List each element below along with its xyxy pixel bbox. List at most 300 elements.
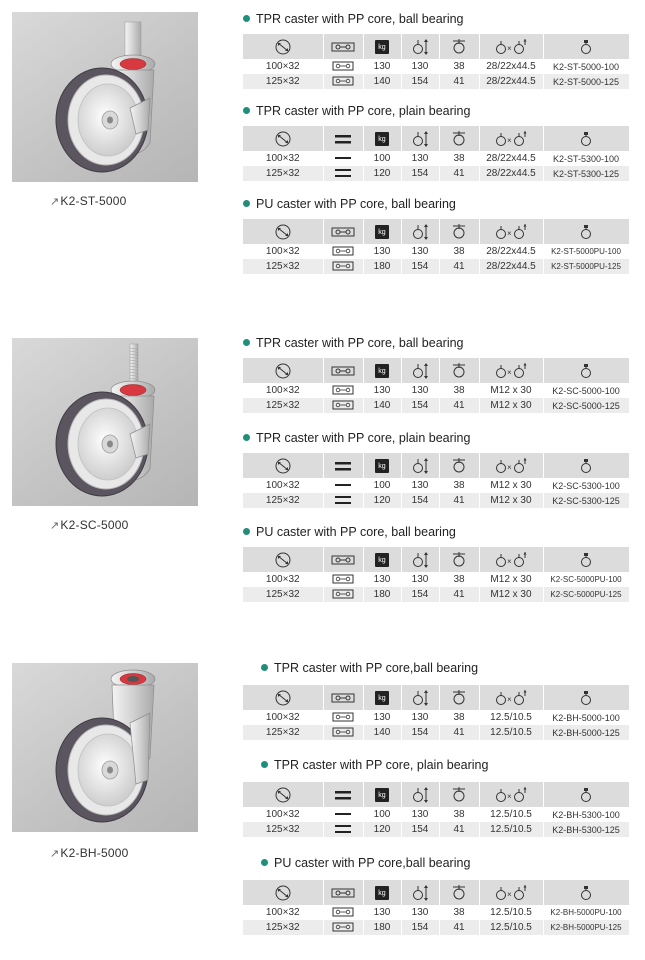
wheel-size-icon (273, 457, 293, 475)
overall-height-cell: 130 (401, 905, 439, 920)
spec-header-cell (243, 547, 323, 572)
spec-header-row (243, 880, 629, 905)
overall-height-cell: 130 (401, 383, 439, 398)
load-capacity-cell: 130 (363, 710, 401, 725)
overall-height-icon (410, 689, 430, 707)
model-label: ↗K2-ST-5000 (50, 194, 127, 208)
spec-header-cell (479, 880, 543, 905)
svg-text:×: × (507, 556, 512, 566)
overall-height-icon (410, 457, 430, 475)
spec-header-cell (323, 219, 363, 244)
plain-bearing-icon (332, 130, 354, 148)
offset-cell: 41 (439, 74, 479, 89)
spec-header-cell (401, 782, 439, 807)
ball-bearing-icon (332, 385, 354, 395)
wheel-size-cell: 100×32 (243, 59, 323, 74)
table-row (243, 587, 629, 602)
load-capacity-cell: 180 (363, 587, 401, 602)
svg-text:×: × (507, 228, 512, 238)
spec-header-row (243, 358, 629, 383)
section-title: TPR caster with PP core, ball bearing (243, 336, 464, 350)
product-photo-k2-sc (12, 338, 198, 506)
offset-cell: 38 (439, 572, 479, 587)
article-number-icon (576, 362, 596, 380)
article-number-cell: K2-SC-5300-125 (543, 493, 629, 508)
spec-header-row (243, 782, 629, 807)
bearing-cell (323, 151, 363, 166)
bullet-icon (243, 107, 250, 114)
overall-height-icon (410, 38, 430, 56)
ball-bearing-icon (331, 38, 355, 56)
spec-header-cell (401, 453, 439, 478)
article-number-icon (576, 884, 596, 902)
wheel-size-icon (273, 884, 293, 902)
overall-height-cell: 154 (401, 74, 439, 89)
load-capacity-cell: 120 (363, 822, 401, 837)
spec-header-cell (479, 547, 543, 572)
load-capacity-cell: 120 (363, 493, 401, 508)
spec-header-cell (439, 358, 479, 383)
wheel-size-cell: 125×32 (243, 920, 323, 935)
svg-text:×: × (507, 135, 512, 145)
article-number-cell: K2-ST-5300-100 (543, 151, 629, 166)
article-number-cell: K2-BH-5000PU-100 (543, 905, 629, 920)
section-title: TPR caster with PP core,ball bearing (261, 661, 478, 675)
table-row (243, 572, 629, 587)
svg-text:×: × (507, 889, 512, 899)
ball-bearing-icon (331, 689, 355, 707)
spec-header-cell (543, 547, 629, 572)
table-row (243, 710, 629, 725)
spec-header-cell (243, 219, 323, 244)
ball-bearing-icon (332, 400, 354, 410)
load-capacity-icon: kg (375, 459, 389, 473)
bearing-cell (323, 587, 363, 602)
spec-header-cell (439, 685, 479, 710)
ball-bearing-icon (332, 246, 354, 256)
article-number-cell: K2-SC-5300-100 (543, 478, 629, 493)
article-number-cell: K2-ST-5000-100 (543, 59, 629, 74)
offset-icon (449, 223, 469, 241)
article-number-cell: K2-SC-5000PU-125 (543, 587, 629, 602)
svg-text:×: × (507, 791, 512, 801)
offset-cell: 38 (439, 151, 479, 166)
load-capacity-cell: 130 (363, 383, 401, 398)
wheel-size-icon (273, 786, 293, 804)
mounting-size-cell: 28/22x44.5 (479, 74, 543, 89)
mounting-size-cell: 28/22x44.5 (479, 151, 543, 166)
mounting-size-cell: 28/22x44.5 (479, 59, 543, 74)
load-capacity-cell: 120 (363, 166, 401, 181)
offset-icon (449, 689, 469, 707)
load-capacity-cell: 140 (363, 398, 401, 413)
spec-header-cell (323, 782, 363, 807)
mounting-size-icon (494, 38, 528, 56)
offset-icon (449, 130, 469, 148)
table-row (243, 398, 629, 413)
wheel-size-cell: 100×32 (243, 151, 323, 166)
bearing-cell (323, 710, 363, 725)
overall-height-icon (410, 223, 430, 241)
spec-header-row (243, 453, 629, 478)
bullet-icon (243, 339, 250, 346)
ball-bearing-icon (331, 223, 355, 241)
spec-header-cell (401, 685, 439, 710)
spec-header-cell (401, 34, 439, 59)
bearing-cell (323, 59, 363, 74)
spec-table (243, 880, 630, 935)
spec-header-cell (439, 126, 479, 151)
overall-height-cell: 130 (401, 59, 439, 74)
spec-header-row (243, 126, 629, 151)
article-number-cell: K2-BH-5000-125 (543, 725, 629, 740)
section-title: TPR caster with PP core, plain bearing (261, 758, 488, 772)
offset-cell: 41 (439, 398, 479, 413)
article-number-cell: K2-SC-5000PU-100 (543, 572, 629, 587)
ball-bearing-icon (332, 261, 354, 271)
spec-header-cell (243, 685, 323, 710)
spec-header-cell (243, 880, 323, 905)
product-photo-k2-st (12, 12, 198, 182)
mounting-size-cell: 28/22x44.5 (479, 259, 543, 274)
article-number-icon (576, 130, 596, 148)
spec-header-row (243, 34, 629, 59)
spec-header-cell (439, 219, 479, 244)
spec-header-cell (401, 358, 439, 383)
ball-bearing-icon (331, 551, 355, 569)
ball-bearing-icon (332, 574, 354, 584)
wheel-size-cell: 100×32 (243, 710, 323, 725)
overall-height-icon (410, 551, 430, 569)
offset-icon (449, 362, 469, 380)
spec-header-cell (323, 547, 363, 572)
table-row (243, 166, 629, 181)
table-row (243, 725, 629, 740)
bearing-cell (323, 725, 363, 740)
load-capacity-icon: kg (375, 132, 389, 146)
load-capacity-cell: 130 (363, 244, 401, 259)
load-capacity-cell: 130 (363, 59, 401, 74)
offset-icon (449, 786, 469, 804)
bullet-icon (261, 664, 268, 671)
spec-header-cell (401, 219, 439, 244)
article-number-cell: K2-BH-5300-100 (543, 807, 629, 822)
article-number-cell: K2-BH-5300-125 (543, 822, 629, 837)
load-capacity-icon: kg (375, 364, 389, 378)
article-number-icon (576, 786, 596, 804)
spec-header-cell (439, 880, 479, 905)
table-row (243, 478, 629, 493)
bearing-cell (323, 920, 363, 935)
spec-table (243, 358, 630, 413)
table-row (243, 59, 629, 74)
spec-header-cell (543, 219, 629, 244)
spec-header-cell (479, 782, 543, 807)
table-row (243, 259, 629, 274)
wheel-size-cell: 100×32 (243, 905, 323, 920)
mounting-size-cell: M12 x 30 (479, 493, 543, 508)
offset-cell: 38 (439, 710, 479, 725)
plain-bearing-icon (332, 457, 354, 475)
table-row (243, 920, 629, 935)
plain-bearing-icon (333, 168, 353, 178)
wheel-size-cell: 100×32 (243, 478, 323, 493)
bullet-icon (243, 15, 250, 22)
overall-height-cell: 154 (401, 822, 439, 837)
ball-bearing-icon (331, 884, 355, 902)
mounting-size-cell: M12 x 30 (479, 572, 543, 587)
wheel-size-cell: 100×32 (243, 244, 323, 259)
spec-header-cell (439, 34, 479, 59)
load-capacity-icon: kg (375, 691, 389, 705)
bullet-icon (243, 528, 250, 535)
spec-header-cell (363, 547, 401, 572)
ball-bearing-icon (332, 712, 354, 722)
article-number-cell: K2-SC-5000-100 (543, 383, 629, 398)
spec-header-cell (323, 358, 363, 383)
table-row (243, 807, 629, 822)
bearing-cell (323, 905, 363, 920)
overall-height-cell: 154 (401, 166, 439, 181)
spec-header-cell (323, 126, 363, 151)
bullet-icon (261, 761, 268, 768)
bullet-icon (243, 434, 250, 441)
overall-height-cell: 154 (401, 920, 439, 935)
overall-height-icon (410, 786, 430, 804)
mounting-size-cell: M12 x 30 (479, 383, 543, 398)
table-row (243, 74, 629, 89)
overall-height-cell: 154 (401, 493, 439, 508)
wheel-size-icon (273, 38, 293, 56)
load-capacity-cell: 130 (363, 905, 401, 920)
offset-cell: 38 (439, 905, 479, 920)
offset-cell: 41 (439, 822, 479, 837)
plain-bearing-icon (333, 480, 353, 490)
spec-table (243, 219, 630, 274)
overall-height-cell: 154 (401, 398, 439, 413)
offset-cell: 41 (439, 259, 479, 274)
ball-bearing-icon (332, 61, 354, 71)
overall-height-cell: 130 (401, 478, 439, 493)
spec-header-cell (401, 880, 439, 905)
mounting-size-cell: 28/22x44.5 (479, 166, 543, 181)
mounting-size-cell: 12.5/10.5 (479, 905, 543, 920)
overall-height-cell: 130 (401, 572, 439, 587)
ball-bearing-icon (332, 589, 354, 599)
load-capacity-cell: 180 (363, 259, 401, 274)
load-capacity-icon: kg (375, 788, 389, 802)
bearing-cell (323, 383, 363, 398)
mounting-size-icon (494, 457, 528, 475)
spec-header-cell (479, 126, 543, 151)
spec-table (243, 126, 630, 181)
spec-table (243, 547, 630, 602)
spec-header-row (243, 547, 629, 572)
overall-height-cell: 154 (401, 259, 439, 274)
article-number-icon (576, 551, 596, 569)
spec-table (243, 782, 630, 837)
wheel-size-cell: 125×32 (243, 822, 323, 837)
overall-height-icon (410, 130, 430, 148)
bearing-cell (323, 807, 363, 822)
offset-cell: 38 (439, 383, 479, 398)
spec-header-cell (401, 547, 439, 572)
ball-bearing-icon (332, 76, 354, 86)
load-capacity-icon: kg (375, 553, 389, 567)
spec-header-cell (323, 34, 363, 59)
spec-header-cell (363, 34, 401, 59)
offset-icon (449, 551, 469, 569)
plain-bearing-icon (333, 809, 353, 819)
spec-header-cell (323, 453, 363, 478)
spec-header-cell (543, 358, 629, 383)
table-row (243, 493, 629, 508)
article-number-cell: K2-ST-5300-125 (543, 166, 629, 181)
overall-height-cell: 130 (401, 807, 439, 822)
spec-header-cell (243, 453, 323, 478)
mounting-size-cell: 12.5/10.5 (479, 920, 543, 935)
table-row (243, 905, 629, 920)
wheel-size-cell: 125×32 (243, 398, 323, 413)
spec-header-cell (439, 547, 479, 572)
spec-header-cell (323, 880, 363, 905)
wheel-size-cell: 125×32 (243, 259, 323, 274)
mounting-size-icon (494, 130, 528, 148)
overall-height-cell: 130 (401, 710, 439, 725)
load-capacity-icon: kg (375, 886, 389, 900)
article-number-icon (576, 689, 596, 707)
offset-cell: 41 (439, 166, 479, 181)
wheel-size-cell: 100×32 (243, 383, 323, 398)
mounting-size-cell: 28/22x44.5 (479, 244, 543, 259)
plain-bearing-icon (333, 153, 353, 163)
spec-header-row (243, 685, 629, 710)
article-number-icon (576, 457, 596, 475)
section-title: TPR caster with PP core, ball bearing (243, 12, 464, 26)
spec-header-cell (439, 782, 479, 807)
spec-header-cell (363, 453, 401, 478)
mounting-size-cell: M12 x 30 (479, 587, 543, 602)
wheel-size-icon (273, 689, 293, 707)
load-capacity-cell: 180 (363, 920, 401, 935)
bullet-icon (261, 859, 268, 866)
load-capacity-cell: 100 (363, 151, 401, 166)
table-row (243, 383, 629, 398)
offset-icon (449, 884, 469, 902)
svg-text:×: × (507, 367, 512, 377)
spec-header-cell (479, 358, 543, 383)
ball-bearing-icon (332, 727, 354, 737)
mounting-size-cell: M12 x 30 (479, 478, 543, 493)
spec-header-cell (243, 34, 323, 59)
wheel-size-cell: 125×32 (243, 166, 323, 181)
spec-header-cell (543, 685, 629, 710)
mounting-size-cell: M12 x 30 (479, 398, 543, 413)
mounting-size-icon (494, 223, 528, 241)
mounting-size-cell: 12.5/10.5 (479, 807, 543, 822)
spec-header-cell (543, 880, 629, 905)
article-number-cell: K2-ST-5000-125 (543, 74, 629, 89)
offset-cell: 38 (439, 807, 479, 822)
offset-cell: 38 (439, 59, 479, 74)
mounting-size-icon (494, 362, 528, 380)
wheel-size-icon (273, 551, 293, 569)
spec-header-cell (363, 880, 401, 905)
spec-table (243, 453, 630, 508)
spec-header-cell (363, 358, 401, 383)
spec-header-cell (479, 219, 543, 244)
article-number-icon (576, 38, 596, 56)
mounting-size-cell: 12.5/10.5 (479, 710, 543, 725)
svg-text:×: × (507, 43, 512, 53)
offset-cell: 41 (439, 920, 479, 935)
spec-header-cell (323, 685, 363, 710)
bearing-cell (323, 478, 363, 493)
load-capacity-cell: 140 (363, 725, 401, 740)
bearing-cell (323, 166, 363, 181)
article-number-cell: K2-BH-5000PU-125 (543, 920, 629, 935)
spec-header-cell (479, 453, 543, 478)
wheel-size-cell: 125×32 (243, 587, 323, 602)
offset-icon (449, 38, 469, 56)
product-photo-k2-bh (12, 663, 198, 832)
spec-header-cell (363, 685, 401, 710)
load-capacity-cell: 130 (363, 572, 401, 587)
offset-icon (449, 457, 469, 475)
spec-header-cell (439, 453, 479, 478)
section-title: TPR caster with PP core, plain bearing (243, 104, 470, 118)
svg-text:×: × (507, 462, 512, 472)
mounting-size-icon (494, 884, 528, 902)
spec-header-cell (543, 34, 629, 59)
mounting-size-cell: 12.5/10.5 (479, 725, 543, 740)
overall-height-cell: 154 (401, 725, 439, 740)
load-capacity-icon: kg (375, 40, 389, 54)
spec-header-cell (363, 219, 401, 244)
load-capacity-cell: 100 (363, 807, 401, 822)
ball-bearing-icon (331, 362, 355, 380)
spec-header-cell (543, 782, 629, 807)
mounting-size-cell: 12.5/10.5 (479, 822, 543, 837)
spec-header-cell (401, 126, 439, 151)
spec-header-cell (243, 126, 323, 151)
svg-text:×: × (507, 694, 512, 704)
wheel-size-cell: 125×32 (243, 725, 323, 740)
spec-header-cell (479, 34, 543, 59)
plain-bearing-icon (333, 824, 353, 834)
offset-cell: 38 (439, 478, 479, 493)
load-capacity-cell: 140 (363, 74, 401, 89)
model-label: ↗K2-SC-5000 (50, 518, 129, 532)
plain-bearing-icon (332, 786, 354, 804)
offset-cell: 41 (439, 493, 479, 508)
section-title: PU caster with PP core,ball bearing (261, 856, 470, 870)
spec-table (243, 34, 630, 89)
wheel-size-cell: 100×32 (243, 572, 323, 587)
bearing-cell (323, 244, 363, 259)
model-label: ↗K2-BH-5000 (50, 846, 129, 860)
table-row (243, 151, 629, 166)
spec-header-cell (363, 126, 401, 151)
spec-header-cell (543, 126, 629, 151)
spec-header-cell (243, 358, 323, 383)
spec-header-cell (243, 782, 323, 807)
mounting-size-icon (494, 689, 528, 707)
load-capacity-cell: 100 (363, 478, 401, 493)
section-title: PU caster with PP core, ball bearing (243, 525, 456, 539)
overall-height-cell: 130 (401, 244, 439, 259)
bullet-icon (243, 200, 250, 207)
